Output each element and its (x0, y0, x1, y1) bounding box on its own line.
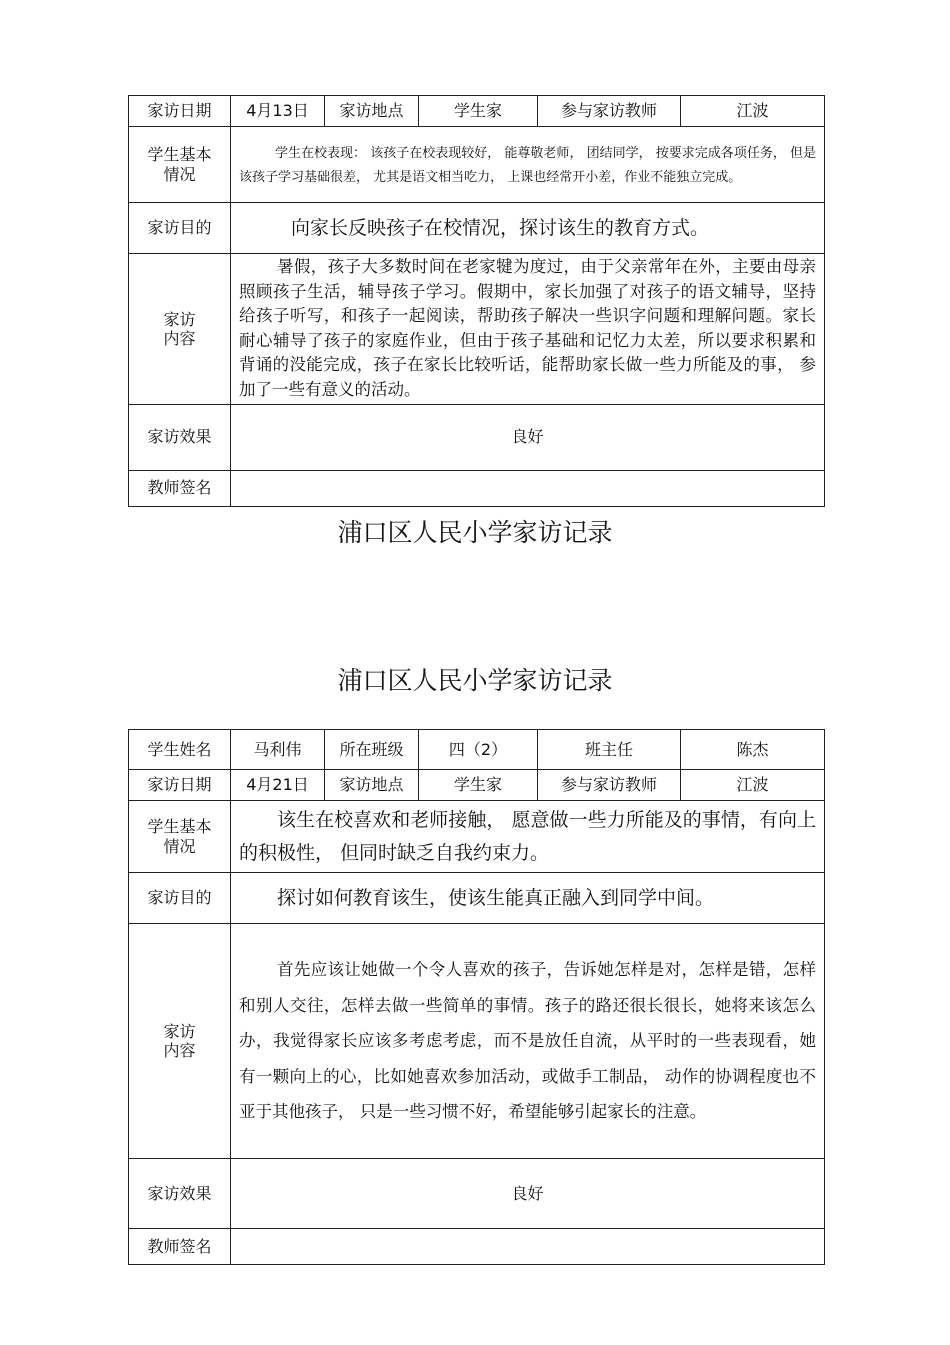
basic-info-text: 该生在校喜欢和老师接触， 愿意做一些力所能及的事情，有向上的积极性， 但同时缺乏自我约束力。 (239, 808, 816, 864)
basic-info-cell (231, 127, 825, 203)
record-title-2: 浦口区人民小学家访记录 (337, 666, 613, 695)
visit-date-value: 4月13日 (231, 96, 325, 127)
content-text: 首先应该让她做一个令人喜欢的孩子，告诉她怎样是对，怎样是错，怎样和别人交往，怎样去做一些简单的事情。孩子的路还很长很长，她将来该怎么办，我觉得家长应该多考虑考虑，而不是放任自流，从平时的一些表现看，她有一颗向上的心，比如她喜欢参加活动，或做手工制品， 动作的协调程度也不亚于其他孩子， 只是一些习惯不好，希望能够引起家长的注意。 (239, 960, 816, 1122)
purpose-text: 向家长反映孩子在校情况，探讨该生的教育方式。 (291, 216, 710, 239)
basic-info-text: 学生在校表现： 该孩子在校表现较好， 能尊敬老师， 团结同学， 按要求完成各项任务， 但是该孩子学习基础很差， 尤其是语文相当吃力， 上课也经常开小差，作业不能独立完成。 (239, 145, 816, 185)
record-title-1: 浦口区人民小学家访记录 (337, 518, 613, 547)
teacher-value: 江波 (681, 770, 825, 801)
visit-date-label: 家访日期 (129, 96, 231, 127)
class-value: 四（2） (419, 730, 538, 770)
visit-place-value: 学生家 (419, 770, 538, 801)
content-label: 家访内容 (129, 924, 231, 1159)
signature-label: 教师签名 (129, 470, 231, 506)
effect-value: 良好 (231, 404, 825, 470)
purpose-label: 家访目的 (129, 873, 231, 924)
visit-date-label: 家访日期 (129, 770, 231, 801)
basic-info-cell (231, 801, 825, 873)
purpose-text: 探讨如何教育该生，使该生能真正融入到同学中间。 (277, 886, 715, 909)
effect-label: 家访效果 (129, 404, 231, 470)
basic-info-label: 学生基本情况 (129, 801, 231, 873)
signature-value (231, 470, 825, 506)
effect-value: 良好 (231, 1159, 825, 1229)
head-teacher-value: 陈杰 (681, 730, 825, 770)
purpose-cell (231, 873, 825, 924)
effect-label: 家访效果 (129, 1159, 231, 1229)
visit-date-value: 4月21日 (231, 770, 325, 801)
content-cell (231, 254, 825, 405)
content-text: 暑假，孩子大多数时间在老家犍为度过，由于父亲常年在外，主要由母亲照顾孩子生活，辅导孩子学习。假期中，家长加强了对孩子的语文辅导，坚持给孩子听写，和孩子一起阅读，帮助孩子解决一些识字问题和理解问题。家长耐心辅导了孩子的家庭作业，但由于孩子基础和记忆力太差，所以要求积累和背诵的没能完成，孩子在家长比较听话，能帮助家长做一些力所能及的事， 参加了一些有意义的活动。 (239, 257, 816, 399)
purpose-cell (231, 203, 825, 254)
content-cell (231, 924, 825, 1159)
visit-place-label: 家访地点 (325, 96, 419, 127)
head-teacher-label: 班主任 (538, 730, 681, 770)
student-name-label: 学生姓名 (129, 730, 231, 770)
signature-label: 教师签名 (129, 1229, 231, 1265)
signature-value (231, 1229, 825, 1265)
teacher-value: 江波 (681, 96, 825, 127)
teacher-label: 参与家访教师 (538, 96, 681, 127)
content-label: 家访内容 (129, 254, 231, 405)
visit-place-label: 家访地点 (325, 770, 419, 801)
student-name-value: 马利伟 (231, 730, 325, 770)
visit-record-table-1 (128, 95, 825, 507)
basic-info-label: 学生基本情况 (129, 127, 231, 203)
teacher-label: 参与家访教师 (538, 770, 681, 801)
visit-record-table-2 (128, 729, 825, 1265)
visit-place-value: 学生家 (419, 96, 538, 127)
class-label: 所在班级 (325, 730, 419, 770)
purpose-label: 家访目的 (129, 203, 231, 254)
